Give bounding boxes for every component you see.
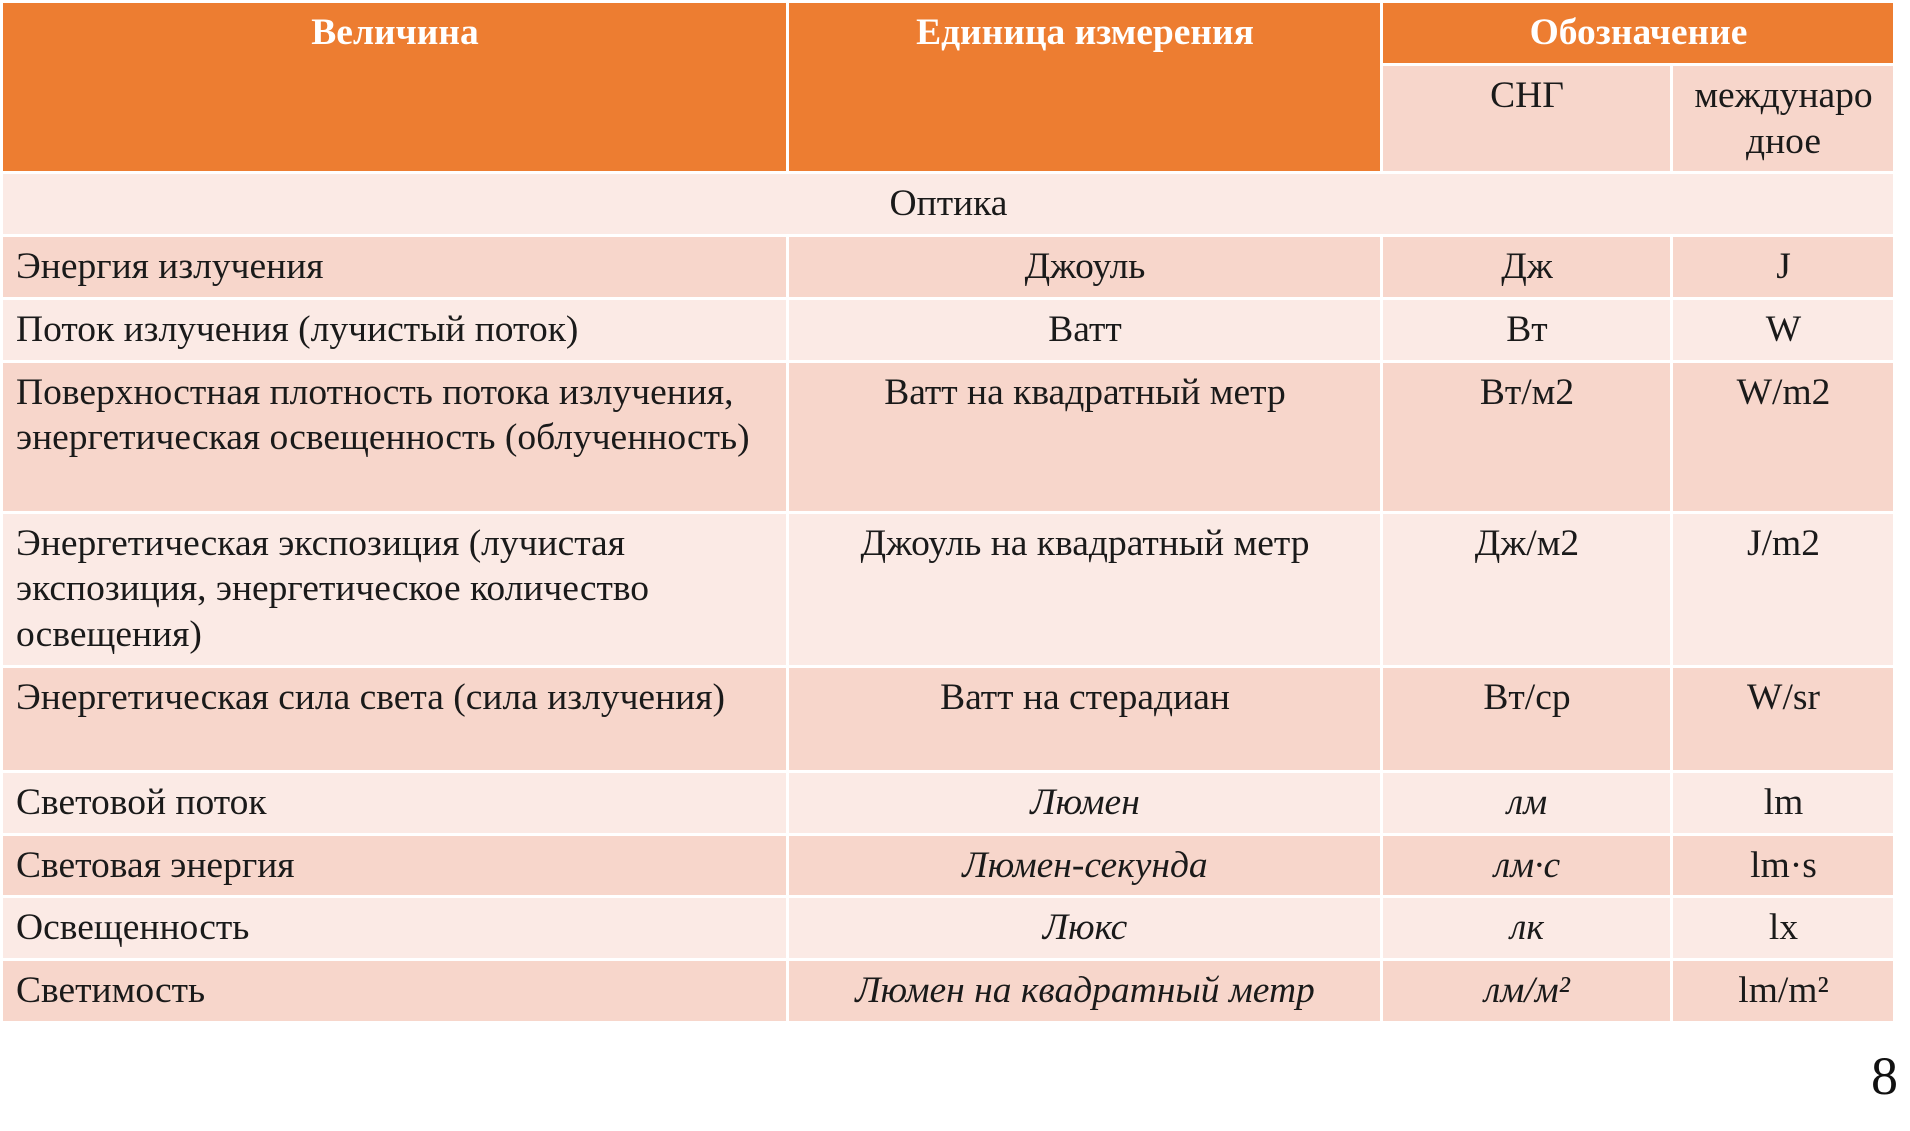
quantity-cell: Энергия излучения (3, 237, 786, 297)
unit-cell: Джоуль (789, 237, 1380, 297)
header-international: международное (1673, 66, 1893, 172)
quantity-cell: Светимость (3, 961, 786, 1021)
table-row (3, 514, 1893, 665)
cis-symbol-cell: лм (1383, 773, 1670, 833)
quantity-cell: Энергетическая сила света (сила излучения) (3, 668, 786, 770)
unit-cell: Люмен (789, 773, 1380, 833)
quantity-cell: Освещенность (3, 898, 786, 958)
international-symbol-cell: W/sr (1673, 668, 1893, 770)
unit-cell: Ватт на квадратный метр (789, 363, 1380, 511)
unit-cell: Джоуль на квадратный метр (789, 514, 1380, 665)
table-row (3, 237, 1893, 297)
table-row (3, 898, 1893, 958)
quantity-cell: Энергетическая экспозиция (лучистая экспозиция, энергетическое количество освещения) (3, 514, 786, 665)
header-cis: СНГ (1383, 66, 1670, 172)
unit-cell: Ватт (789, 300, 1380, 360)
quantity-cell: Световая энергия (3, 836, 786, 896)
table-row (3, 363, 1893, 511)
international-symbol-cell: lm/m² (1673, 961, 1893, 1021)
international-symbol-cell: lm·s (1673, 836, 1893, 896)
cis-symbol-cell: Вт/ср (1383, 668, 1670, 770)
header-designation: Обозначение (1383, 3, 1893, 63)
cis-symbol-cell: лм/м² (1383, 961, 1670, 1021)
international-symbol-cell: lx (1673, 898, 1893, 958)
table-row (3, 668, 1893, 770)
unit-cell: Люмен-секунда (789, 836, 1380, 896)
cis-symbol-cell: Вт/м2 (1383, 363, 1670, 511)
cis-symbol-cell: Дж/м2 (1383, 514, 1670, 665)
international-symbol-cell: J/m2 (1673, 514, 1893, 665)
table-row (3, 300, 1893, 360)
unit-cell: Ватт на стерадиан (789, 668, 1380, 770)
page-number: 8 (1871, 1046, 1898, 1106)
quantity-cell: Поток излучения (лучистый поток) (3, 300, 786, 360)
table-row (3, 773, 1893, 833)
international-symbol-cell: J (1673, 237, 1893, 297)
international-symbol-cell: lm (1673, 773, 1893, 833)
section-title: Оптика (3, 174, 1893, 234)
quantity-cell: Световой поток (3, 773, 786, 833)
cis-symbol-cell: Дж (1383, 237, 1670, 297)
table-row (3, 836, 1893, 896)
unit-cell: Люмен на квадратный метр (789, 961, 1380, 1021)
international-symbol-cell: W (1673, 300, 1893, 360)
header-unit: Единица измерения (789, 3, 1380, 171)
quantity-cell: Поверхностная плотность потока излучения, энергетическая освещенность (облученность) (3, 363, 786, 511)
header-quantity: Величина (3, 3, 786, 171)
cis-symbol-cell: Вт (1383, 300, 1670, 360)
cis-symbol-cell: лк (1383, 898, 1670, 958)
table-row (3, 961, 1893, 1021)
unit-cell: Люкс (789, 898, 1380, 958)
international-symbol-cell: W/m2 (1673, 363, 1893, 511)
cis-symbol-cell: лм·с (1383, 836, 1670, 896)
